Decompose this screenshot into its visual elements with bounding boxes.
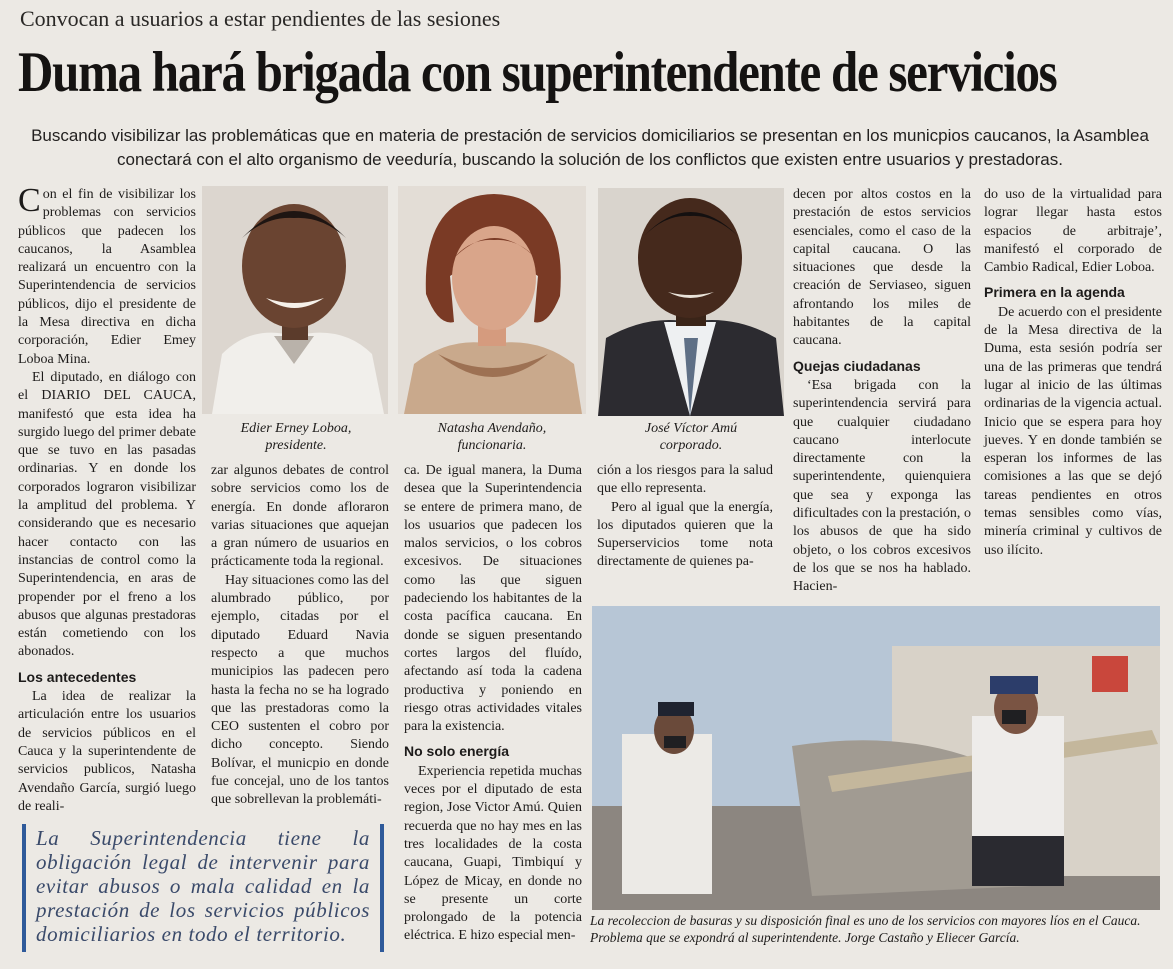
article-column-4 [597,462,773,572]
portrait-caption-2 [398,420,586,454]
portrait-caption-2-role: funcionaria. [457,438,527,453]
article-column-1 [18,182,196,816]
subheading-quejas-ciudadanas: Quejas ciudadanas [793,357,921,374]
portrait-caption-3-role: corporado. [659,438,723,453]
portrait-caption-3 [598,420,784,454]
portrait-illustration-2 [398,186,586,414]
article-column-3 [404,462,582,946]
portrait-caption-1 [208,420,384,454]
subheading-no-solo-energia: No solo energía [404,743,510,760]
subhead: Buscando visibilizar las problemáticas que en materia de prestación de servicios domiciliarios se presentan en los municpios caucanos, la Asamblea conectará con el alto organismo de veeduría, buscando la solución de los conflictos que existen entre usuarios y prestadoras. [31,126,1149,169]
col3-paragraph-2: Experiencia repetida muchas veces por el diputado de esta region, Jose Victor Amú. Quien recuerda que no hay mes en las tres localidades de la costa caucana, Guapi, Timbiquí y López de Micay, en donde no se presente un corte prolongado de la potencia eléctrica. E hizo especial men- [404,763,582,944]
article-column-6 [984,186,1162,560]
col1-paragraph-2: El diputado, en diálogo con el DIARIO DEL CAUCA, manifestó que esta idea ha surgido luego del primer debate que se tuvo en las pasadas ordinarias. Y en donde los corporados lograron visibilizar la amplitud del problema. Y considerando que es necesario hacer contacto con las instancias de control como la Superintendencia, en aras de propender por el freno a los abusos que algunas prestadoras están cometiendo con los abonados. [18,369,196,660]
col2-paragraph-2: Hay situaciones como las del alumbrado público, por ejemplo, citadas por el diputado Eduard Navia respecto a que muchos municipios las padecen pero hasta la fecha no se ha logrado que las prestadoras como la CEO sustenten el cobro por dicho concepto. Siendo Bolívar, el municpio en donde fue concejal, uno de los tantos que sobrellevan la problemáti- [211,572,389,808]
portrait-photo-1 [202,186,388,414]
garbage-collection-illustration [592,606,1160,910]
portrait-caption-1-role: presidente. [265,438,327,453]
photo-caption: La recoleccion de basuras y su disposición final es uno de los servicios con mayores líos en el Cauca. Problema que se expondrá al superintendente. Jorge Castaño y Eliecer García. [590,913,1141,945]
portrait-illustration-3 [598,188,784,416]
col6-paragraph-2: De acuerdo con el presidente de la Mesa directiva de la Duma, esta sesión podría ser una de las primeras que tendrá lugar al inicio de las últimas ordinarias de la vigencia actual. Inicio que se espera para hoy jueves. Y en donde también se esperan los informes de las comisiones a las que se dejó tareas pendientes en otros temas sensibles como vías, minería criminal y cultivos de uso ilícito. [984,304,1162,558]
kicker: Convocan a usuarios a estar pendientes de las sesiones [20,6,501,31]
portrait-caption-2-name: Natasha Avendaño, [437,421,547,436]
article-column-5 [793,186,971,597]
article-column-2 [211,462,389,810]
col4-paragraph-1: ción a los riesgos para la salud que ello representa. [597,463,773,497]
col3-paragraph-1: ca. De igual manera, la Duma desea que la Superintendencia se entere de primera mano, de los usuarios que padecen los malos servicios, o los cobros excesivos. De situaciones como las que siguen padeciendo los habitantes de la costa pacífica caucana. En donde se siguen presentando cortes largos del fluído, afectando así toda la cadena productiva y poniendo en riesgo otras actividades vitales para la existencia. [404,463,582,735]
col4-paragraph-2: Pero al igual que la energía, los diputados quieren que la Superservicios tome nota directamente de quienes pa- [597,499,773,570]
headline: Duma hará brigada con superintendente de servicios [18,41,1057,104]
garbage-collection-photo [592,606,1160,910]
col1-paragraph-1: on el fin de visibilizar los problemas con servicios públicos que padecen los caucanos, la Asamblea realizará un encuentro con la Superintendencia de servicios públicos, dijo el presidente de la Mesa directiva en dicha corporación, Edier Emey Loboa Mina. [18,187,196,367]
portrait-caption-3-name: José Víctor Amú [644,421,738,436]
col5-paragraph-2: ‘Esa brigada con la superintendencia servirá para que cualquier ciudadano caucano interlocute directamente con la superintendente, quienquiera que sea y exponga las dificultades con la prestación, o los abusos de que ha sido objeto, o los cobros excesivos de los que se nos ha hablado. Hacien- [793,377,971,595]
col6-paragraph-1: do uso de la virtualidad para lograr llegar hasta estos espacios de arbitraje’, manifestó el corporado de Cambio Radical, Edier Loboa. [984,187,1162,276]
col5-paragraph-1: decen por altos costos en la prestación de estos servicios esenciales, como el caso de la capital caucana. O las situaciones que desde la creación de Serviaseo, siguen afrontando los miles de habitantes de la capital caucana. [793,187,971,349]
subheading-primera-en-la-agenda: Primera en la agenda [984,284,1125,301]
portrait-illustration-1 [202,186,388,414]
col1-paragraph-3: La idea de realizar la articulación entre los usuarios de servicios públicos en el Cauca y la superintendente de servicios publicos, Natasha Avendaño García, surgió luego de reali- [18,689,196,814]
pull-quote: La Superintendencia tiene la obligación legal de intervenir para evitar abusos o mala calidad en la prestación de los servicios públicos domiciliarios en todo el territorio. [22,824,384,952]
portrait-photo-3 [598,188,784,416]
col2-paragraph-1: zar algunos debates de control sobre servicios como los de energía. En donde afloraron varias situaciones que aquejan a gran número de usuarios en prácticamente toda la regional. [211,463,389,570]
portrait-caption-1-name: Edier Erney Loboa, [240,421,352,436]
drop-cap: C [18,182,41,219]
portrait-photo-2 [398,186,586,414]
subheading-antecedentes: Los antecedentes [18,668,137,685]
